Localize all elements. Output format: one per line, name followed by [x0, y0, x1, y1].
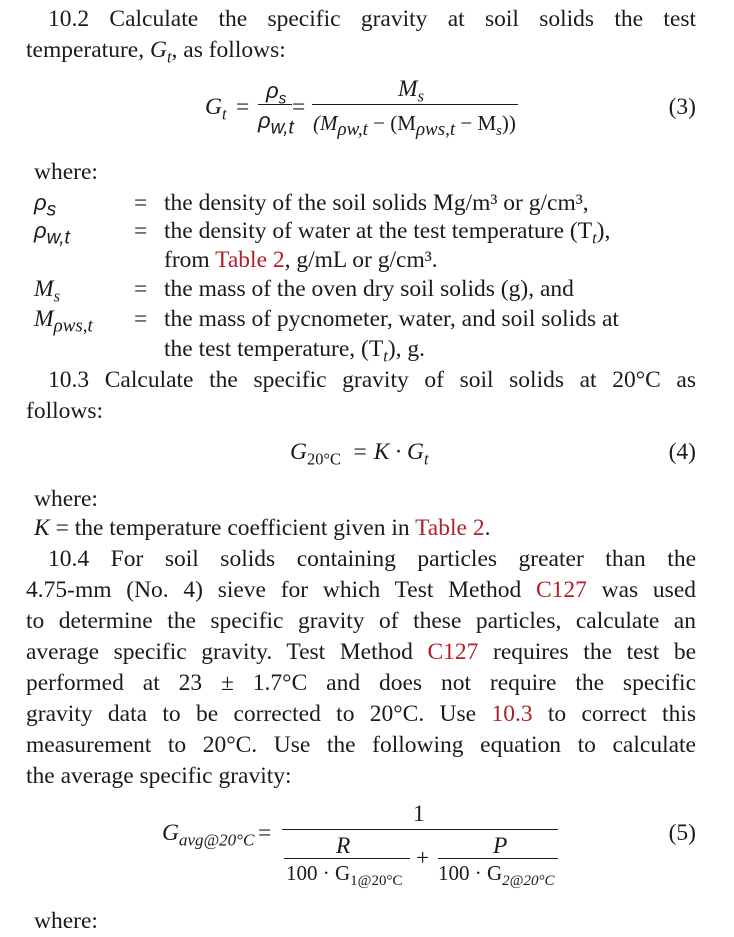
equation-number-4: (4)	[668, 439, 696, 465]
link-c127-b[interactable]: C127	[427, 639, 479, 665]
where-label-2: where:	[34, 486, 98, 512]
link-table-2[interactable]: Table 2	[215, 247, 285, 273]
where-K-row: K = the temperature coefficient given in Table 2.	[34, 515, 491, 541]
where-row-cont-temp: the test temperature, $(T_t)$, g.	[164, 336, 426, 366]
symbol-Gt: $G_t$	[149, 37, 172, 67]
link-10-3[interactable]: 10.3	[491, 701, 533, 727]
para-10-2-line1: 10.2 Calculate the specific gravity at soil solids the test	[48, 6, 696, 32]
equation-number-5: (5)	[668, 820, 696, 846]
link-c127-a[interactable]: C127	[535, 577, 587, 603]
where-label-3: where:	[34, 908, 98, 934]
para-10-2-line2: temperature, $G_t$, as follows:	[26, 37, 286, 67]
link-table-2b[interactable]: Table 2	[415, 515, 485, 541]
para-10-3-line1: 10.3 Calculate the specific gravity of soil solids at 20°C as	[48, 367, 696, 393]
where-row-Ms: $M_s$	[34, 276, 60, 306]
where-row-cont-table2: from Table 2, g/mL or g/cm³.	[164, 247, 438, 273]
where-row-rho-s: $\rho_s$	[34, 190, 57, 221]
where-label-1: where:	[34, 159, 98, 185]
eq3-denominator: $(M_{\rho w,t} - (M_{\rho ws,t} - M_s))$	[313, 111, 516, 141]
para-10-3-line2: follows:	[26, 398, 104, 424]
where-row-Mpws: $M_{\rho ws,t}$	[34, 306, 93, 337]
equation-number-3: (3)	[668, 94, 696, 120]
where-row-rho-wt: $\rho_{w,t}$	[34, 218, 70, 249]
